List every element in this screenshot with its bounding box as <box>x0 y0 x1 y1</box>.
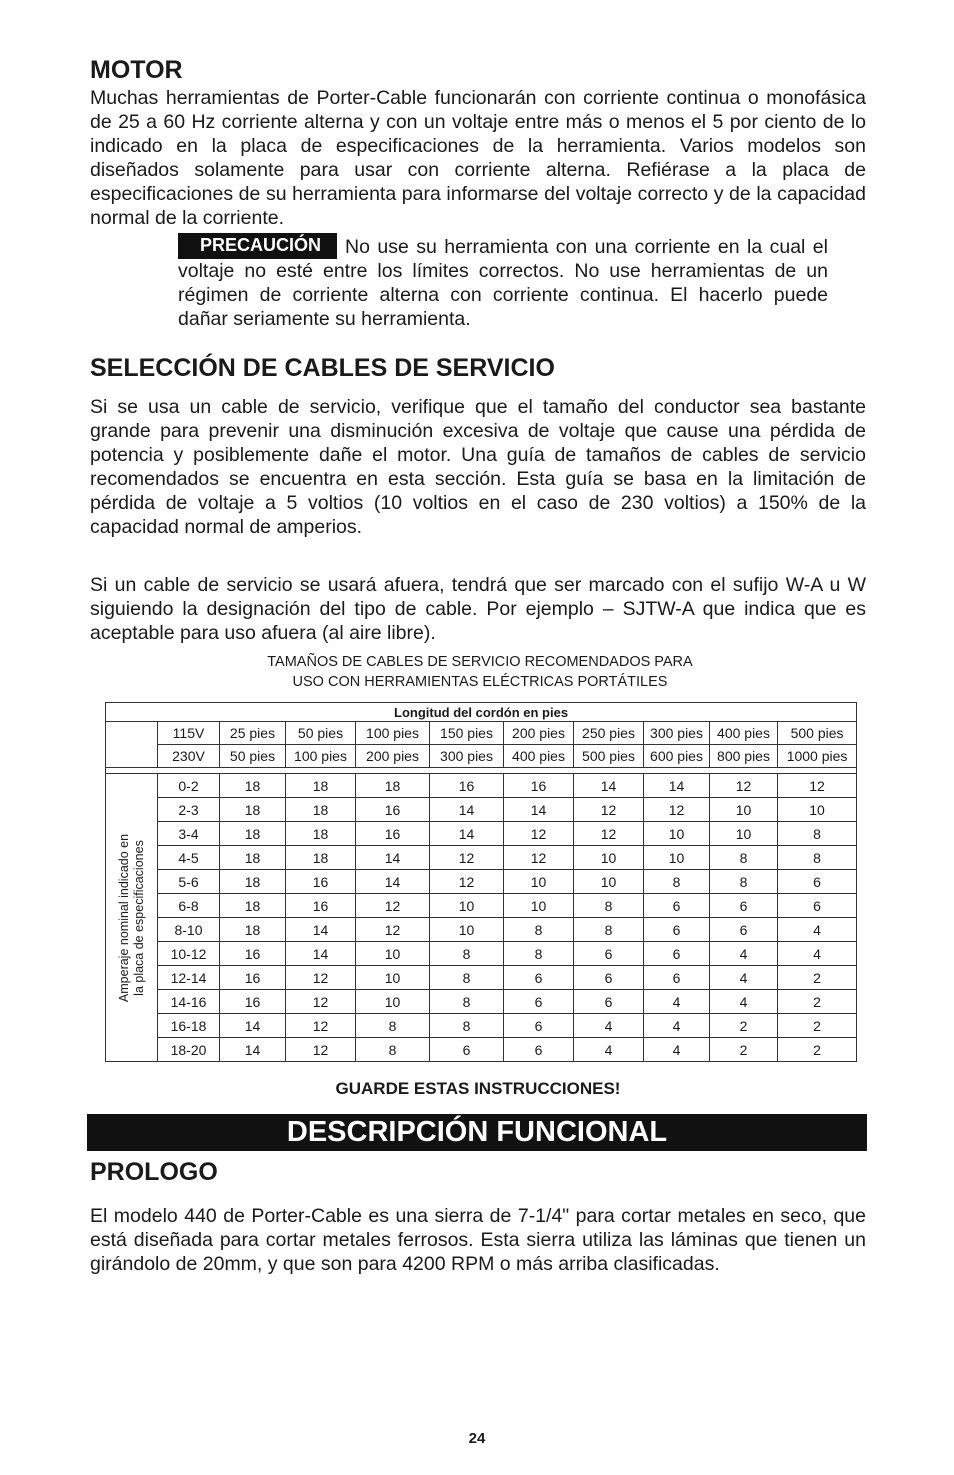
table-cell: 0-2 <box>158 774 220 798</box>
table-cell: 50 pies <box>220 745 286 768</box>
table-row <box>106 990 857 1014</box>
table-title-line-2: USO CON HERRAMIENTAS ELÉCTRICAS PORTÁTILES <box>292 674 668 690</box>
table-cell: 500 pies <box>778 722 857 745</box>
table-cell: 10 <box>710 822 778 846</box>
table-cell: 6 <box>778 894 857 918</box>
table-cell: 18 <box>220 846 286 870</box>
table-cell: 150 pies <box>430 722 504 745</box>
table-cell: 50 pies <box>286 722 356 745</box>
table-cell: 8 <box>430 942 504 966</box>
table-cell: 3-4 <box>158 822 220 846</box>
table-cell: 6 <box>778 870 857 894</box>
table-cell: 100 pies <box>286 745 356 768</box>
table-cell: 18 <box>220 774 286 798</box>
table-cell: 6 <box>430 1038 504 1062</box>
table-cell: 8 <box>504 918 574 942</box>
header-blank <box>106 722 158 745</box>
table-cell: 16 <box>286 894 356 918</box>
table-cell: 100 pies <box>356 722 430 745</box>
table-cell: 2 <box>710 1038 778 1062</box>
table-cell: 12 <box>286 1038 356 1062</box>
cables-paragraph-2: Si un cable de servicio se usará afuera, tendrá que ser marcado con el sufijo W-A u W siguiendo la designación del tipo de cable. Por ejemplo – SJTW-A que indica que es aceptable para uso afuera (al aire libre). <box>90 574 866 644</box>
table-cell: 8 <box>778 846 857 870</box>
table-cell: 14 <box>220 1038 286 1062</box>
header-row-115v <box>106 722 857 745</box>
table-cell: 16 <box>356 822 430 846</box>
table-cell: 1000 pies <box>778 745 857 768</box>
table-cell: 12 <box>778 774 857 798</box>
table-cell: 230V <box>158 745 220 768</box>
table-cell: 14 <box>504 798 574 822</box>
table-cell: 12-14 <box>158 966 220 990</box>
table-cell: 115V <box>158 722 220 745</box>
table-row <box>106 798 857 822</box>
table-title <box>105 652 855 692</box>
table-cell: 16 <box>220 990 286 1014</box>
table-cell: 16 <box>430 774 504 798</box>
table-cell: 18 <box>286 774 356 798</box>
table-cell: 25 pies <box>220 722 286 745</box>
table-cell: 12 <box>504 846 574 870</box>
table-cell: 4 <box>644 990 710 1014</box>
table-cell: 400 pies <box>504 745 574 768</box>
table-cell: 10 <box>430 894 504 918</box>
table-cell: 10 <box>574 870 644 894</box>
caution-badge: PRECAUCIÓN <box>178 233 337 259</box>
table-cell: 10 <box>504 870 574 894</box>
table-cell: 8 <box>430 966 504 990</box>
table-cell: 10 <box>644 846 710 870</box>
table-cell: 400 pies <box>710 722 778 745</box>
cord-size-table <box>105 702 857 1062</box>
table-cell: 12 <box>286 990 356 1014</box>
table-cell: 14 <box>220 1014 286 1038</box>
table-cell: 14 <box>286 942 356 966</box>
table-cell: 8 <box>644 870 710 894</box>
page-number: 24 <box>468 1430 486 1447</box>
table-cell: 14 <box>356 870 430 894</box>
table-cell: 4 <box>710 942 778 966</box>
side-label-line-1: Amperaje nominal indicado en <box>116 833 131 1002</box>
amperage-side-label <box>106 774 158 1062</box>
table-cell: 14 <box>644 774 710 798</box>
table-cell: 10 <box>430 918 504 942</box>
table-cell: 800 pies <box>710 745 778 768</box>
table-cell: 18 <box>220 918 286 942</box>
table-cell: 6 <box>504 1014 574 1038</box>
table-cell: 300 pies <box>430 745 504 768</box>
table-row <box>106 966 857 990</box>
table-row <box>106 1014 857 1038</box>
table-cell: 8 <box>574 918 644 942</box>
table-cell: 8 <box>356 1038 430 1062</box>
cables-heading: SELECCIÓN DE CABLES DE SERVICIO <box>90 354 555 382</box>
table-cell: 14 <box>286 918 356 942</box>
side-label-line-2: la placa de especificaciones <box>131 839 146 996</box>
table-cell: 250 pies <box>574 722 644 745</box>
motor-paragraph: Muchas herramientas de Porter-Cable funcionarán con corriente continua o monofásica de 25 a 60 Hz corriente alterna y con un voltaje entre más o menos el 5 por ciento de lo indicado en la placa de especificaciones de la herramienta. Varios modelos son diseñados solamente para usar con corriente alterna. Refiérase a la placa de especificaciones de su herramienta para informarse del voltaje correcto y de la capacidad normal de la corriente. <box>90 87 866 229</box>
table-cell: 18 <box>220 870 286 894</box>
prologo-heading: PROLOGO <box>90 1158 218 1186</box>
table-cell: 2-3 <box>158 798 220 822</box>
table-cell: 2 <box>778 1014 857 1038</box>
table-cell: 16 <box>504 774 574 798</box>
table-cell: 14 <box>430 822 504 846</box>
table-cell: 10-12 <box>158 942 220 966</box>
table-cell: 8 <box>710 846 778 870</box>
table-cell: 18 <box>286 798 356 822</box>
table-cell: 8 <box>574 894 644 918</box>
table-cell: 4 <box>778 942 857 966</box>
table-cell: 18 <box>286 846 356 870</box>
table-cell: 4 <box>574 1038 644 1062</box>
table-cell: 10 <box>710 798 778 822</box>
table-cell: 6 <box>574 966 644 990</box>
table-cell: 10 <box>574 846 644 870</box>
table-cell: 18 <box>356 774 430 798</box>
table-cell: 16 <box>356 798 430 822</box>
table-cell: 4 <box>644 1038 710 1062</box>
table-cell: 14 <box>430 798 504 822</box>
table-cell: 6 <box>644 942 710 966</box>
table-cell: 300 pies <box>644 722 710 745</box>
table-row <box>106 1038 857 1062</box>
table-cell: 16 <box>220 942 286 966</box>
table-cell: 8 <box>710 870 778 894</box>
table-cell: 4 <box>574 1014 644 1038</box>
caution-block <box>178 233 828 331</box>
table-cell: 500 pies <box>574 745 644 768</box>
table-cell: 6 <box>644 966 710 990</box>
prologo-paragraph: El modelo 440 de Porter-Cable es una sierra de 7-1/4" para cortar metales en seco, que está diseñada para cortar metales ferrosos. Esta sierra utiliza las láminas que tienen un girándolo de 20mm, y que son para 4200 RPM o más arriba clasificadas. <box>90 1205 866 1275</box>
header-row-230v <box>106 745 857 768</box>
table-cell: 12 <box>356 918 430 942</box>
table-cell: 12 <box>356 894 430 918</box>
table-row <box>106 822 857 846</box>
table-cell: 10 <box>778 798 857 822</box>
table-cell: 2 <box>778 990 857 1014</box>
table-cell: 600 pies <box>644 745 710 768</box>
table-row <box>106 918 857 942</box>
table-cell: 12 <box>574 822 644 846</box>
table-cell: 4-5 <box>158 846 220 870</box>
table-cell: 18 <box>220 798 286 822</box>
table-cell: 8-10 <box>158 918 220 942</box>
table-cell: 18 <box>220 822 286 846</box>
table-cell: 10 <box>356 942 430 966</box>
table-cell: 200 pies <box>356 745 430 768</box>
table-cell: 8 <box>430 1014 504 1038</box>
table-cell: 8 <box>356 1014 430 1038</box>
table-cell: 2 <box>778 966 857 990</box>
table-cell: 10 <box>356 990 430 1014</box>
table-cell: 8 <box>778 822 857 846</box>
table-cell: 2 <box>710 1014 778 1038</box>
table-cell: 4 <box>644 1014 710 1038</box>
table-cell: 12 <box>286 966 356 990</box>
table-cell: 2 <box>778 1038 857 1062</box>
caution-text: No use su herramienta con una corriente en la cual el voltaje no esté entre los límites correctos. No use herramientas de un régimen de corriente alterna con corriente continua. El hacerlo puede dañar seriamente su herramienta. <box>178 236 828 330</box>
table-cell: 200 pies <box>504 722 574 745</box>
table-cell: 6 <box>644 918 710 942</box>
save-instructions-note: GUARDE ESTAS INSTRUCCIONES! <box>335 1079 621 1098</box>
section-banner: DESCRIPCIÓN FUNCIONAL <box>87 1114 867 1151</box>
table-cell: 12 <box>430 870 504 894</box>
table-cell: 18-20 <box>158 1038 220 1062</box>
table-cell: 16 <box>220 966 286 990</box>
table-row <box>106 870 857 894</box>
table-cell: 16 <box>286 870 356 894</box>
table-cell: 6 <box>574 942 644 966</box>
table-cell: 4 <box>778 918 857 942</box>
table-title-line-1: TAMAÑOS DE CABLES DE SERVICIO RECOMENDADOS PARA <box>267 654 693 670</box>
table-cell: 4 <box>710 990 778 1014</box>
table-cell: 5-6 <box>158 870 220 894</box>
table-cell: 6 <box>504 966 574 990</box>
table-cell: 14 <box>574 774 644 798</box>
table-cell: 12 <box>574 798 644 822</box>
table-cell: 6-8 <box>158 894 220 918</box>
table-header-title: Longitud del cordón en pies <box>106 703 857 722</box>
table-cell: 18 <box>286 822 356 846</box>
table-cell: 8 <box>504 942 574 966</box>
table-cell: 6 <box>710 918 778 942</box>
table-cell: 4 <box>710 966 778 990</box>
table-cell: 6 <box>504 990 574 1014</box>
table-cell: 6 <box>710 894 778 918</box>
table-cell: 6 <box>644 894 710 918</box>
table-cell: 12 <box>644 798 710 822</box>
table-cell: 6 <box>574 990 644 1014</box>
table-cell: 12 <box>504 822 574 846</box>
table-cell: 18 <box>220 894 286 918</box>
header-blank <box>106 745 158 768</box>
table-cell: 8 <box>430 990 504 1014</box>
table-cell: 10 <box>644 822 710 846</box>
table-cell: 6 <box>504 1038 574 1062</box>
table-row <box>106 846 857 870</box>
table-cell: 10 <box>504 894 574 918</box>
table-cell: 16-18 <box>158 1014 220 1038</box>
table-cell: 12 <box>430 846 504 870</box>
table-row <box>106 774 857 798</box>
table-cell: 10 <box>356 966 430 990</box>
table-cell: 14 <box>356 846 430 870</box>
table-row <box>106 894 857 918</box>
motor-heading: MOTOR <box>90 56 183 84</box>
table-cell: 14-16 <box>158 990 220 1014</box>
table-row <box>106 942 857 966</box>
table-cell: 12 <box>710 774 778 798</box>
table-cell: 12 <box>286 1014 356 1038</box>
cables-paragraph-1: Si se usa un cable de servicio, verifique que el tamaño del conductor sea bastante grande para prevenir una disminución excesiva de voltaje que cause una pérdida de potencia y posiblemente dañe el motor. Una guía de tamaños de cables de servicio recomendados se encuentra en esta sección. Esta guía se basa en la limitación de pérdida de voltaje a 5 voltios (10 voltios en el caso de 230 voltios) a 150% de la capacidad normal de amperios. <box>90 396 866 538</box>
